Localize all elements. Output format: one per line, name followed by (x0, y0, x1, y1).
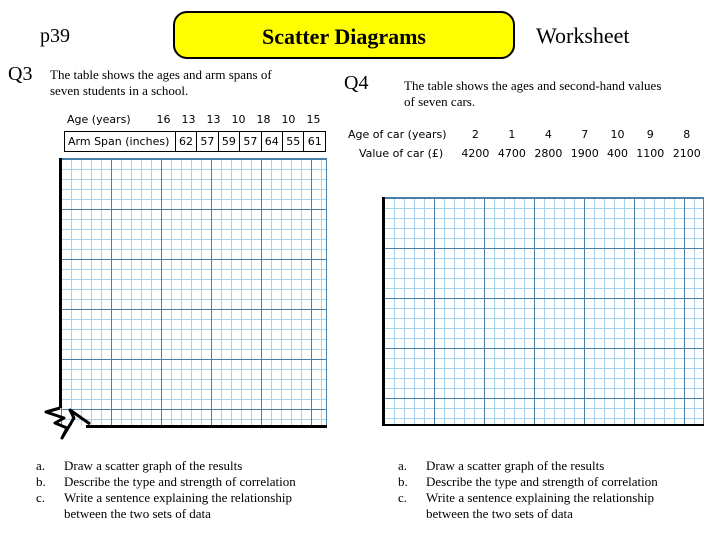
q4-cell: 1900 (570, 147, 599, 160)
q4-cell: 7 (581, 128, 589, 141)
q4-cell: 10 (610, 128, 625, 141)
page-number: p39 (40, 25, 70, 47)
list-item (36, 458, 336, 474)
q4-intro-line: of seven cars. (404, 94, 476, 109)
task-text: Describe the type and strength of correlation (64, 474, 296, 489)
q3-intro (50, 67, 340, 99)
task-marker: b. (36, 474, 46, 489)
q4-cell: 8 (683, 128, 691, 141)
q3-cell: 10 (231, 113, 246, 126)
q4-intro-line: The table shows the ages and second-hand values (404, 78, 662, 93)
list-item (398, 474, 708, 490)
q3-y-axis (59, 158, 62, 408)
q4-cell: 2 (471, 128, 479, 141)
q4-label: Q4 (344, 72, 369, 94)
task-marker: b. (398, 474, 408, 489)
task-text: between the two sets of data (426, 506, 573, 521)
q4-x-axis (382, 424, 704, 426)
q4-cell: 4 (544, 128, 552, 141)
q4-cell: 2800 (534, 147, 563, 160)
task-marker: c. (36, 490, 46, 505)
list-item (398, 490, 708, 522)
q3-cell: 62 (175, 132, 196, 152)
q4-cell: 400 (607, 147, 628, 160)
list-item (398, 458, 708, 474)
task-text: Write a sentence explaining the relationship (426, 490, 654, 505)
q4-row-header: Value of car (£) (358, 147, 444, 160)
q4-value-row (345, 144, 705, 163)
q3-label: Q3 (8, 63, 33, 85)
q3-intro-line: The table shows the ages and arm spans of (50, 67, 272, 82)
task-text: Describe the type and strength of correlation (426, 474, 658, 489)
task-text: Draw a scatter graph of the results (426, 458, 605, 473)
q3-cell: 55 (283, 132, 304, 152)
q3-age-row (64, 110, 326, 129)
list-item (36, 490, 336, 522)
q4-graph-paper[interactable] (384, 197, 704, 425)
q4-cell: 1 (508, 128, 516, 141)
q3-cell: 13 (206, 113, 221, 126)
q4-cell: 9 (646, 128, 654, 141)
q3-cell: 57 (240, 132, 261, 152)
q4-task-list (398, 458, 708, 522)
worksheet-label: Worksheet (536, 23, 630, 48)
q3-x-axis (86, 425, 327, 428)
task-marker: c. (398, 490, 408, 505)
q3-intro-line: seven students in a school. (50, 83, 189, 98)
q3-cell: 16 (156, 113, 171, 126)
q3-task-list (36, 458, 336, 522)
q3-cell: 18 (256, 113, 271, 126)
title-banner (173, 11, 515, 59)
q4-data-table (345, 125, 705, 163)
q3-cell: 57 (197, 132, 218, 152)
q3-cell: 15 (306, 113, 321, 126)
q3-cell: 13 (181, 113, 196, 126)
q3-row-header: Arm Span (inches) (65, 132, 176, 152)
q3-cell: 61 (304, 132, 326, 152)
q4-cell: 4200 (461, 147, 490, 160)
q4-cell: 1100 (636, 147, 665, 160)
q4-y-axis (382, 197, 385, 426)
q3-data-table (64, 110, 326, 152)
q4-cell: 4700 (497, 147, 526, 160)
list-item (36, 474, 336, 490)
q4-age-row (345, 125, 705, 144)
q3-cell: 59 (218, 132, 239, 152)
task-text: between the two sets of data (64, 506, 211, 521)
task-marker: a. (398, 458, 408, 473)
worksheet-title: Scatter Diagrams (262, 24, 426, 49)
task-marker: a. (36, 458, 46, 473)
q4-cell: 2100 (672, 147, 701, 160)
q3-cell: 64 (261, 132, 282, 152)
task-text: Draw a scatter graph of the results (64, 458, 243, 473)
q3-armspan-row (65, 132, 326, 152)
q4-intro (404, 78, 704, 110)
task-text: Write a sentence explaining the relationship (64, 490, 292, 505)
q3-axis-break-icon (40, 398, 92, 442)
q3-graph-paper[interactable] (61, 158, 327, 426)
q3-cell: 10 (281, 113, 296, 126)
q4-row-header: Age of car (years) (348, 128, 447, 141)
q3-row-header: Age (years) (67, 113, 131, 126)
